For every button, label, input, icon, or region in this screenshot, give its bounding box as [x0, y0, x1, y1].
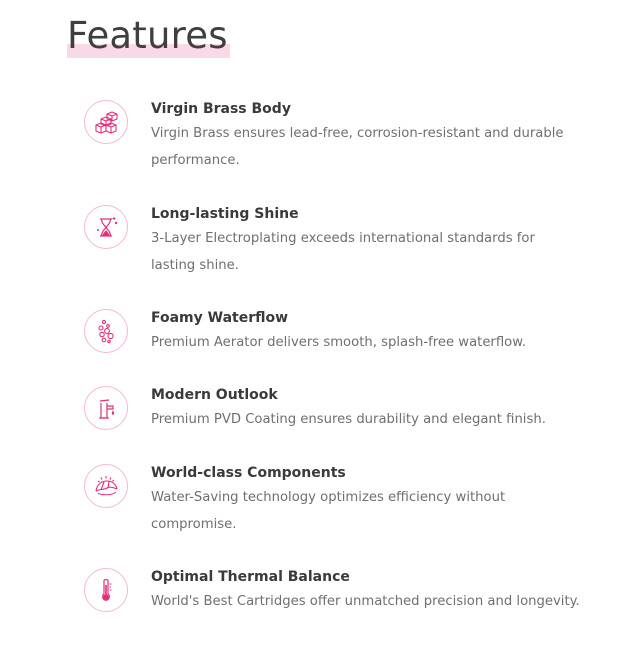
feature-description: World's Best Cartridges offer unmatched precision and longevity. [151, 594, 580, 609]
feature-title: Long-lasting Shine [151, 206, 299, 222]
bubbles-icon [84, 309, 128, 353]
feature-title: Foamy Waterflow [151, 310, 289, 326]
page-title: Features [67, 14, 228, 57]
feature-description: 3-Layer Electroplating exceeds international standards for lasting shine. [151, 231, 535, 273]
feature-description: Premium PVD Coating ensures durability and elegant finish. [151, 412, 546, 427]
feature-title: Optimal Thermal Balance [151, 569, 350, 585]
feature-description: Water-Saving technology optimizes efficiency without compromise. [151, 490, 506, 532]
brass-blocks-icon [84, 100, 128, 144]
feature-description: Premium Aerator delivers smooth, splash-free waterflow. [151, 335, 526, 350]
feature-title: Modern Outlook [151, 387, 278, 403]
features-heading [67, 14, 228, 58]
thermometer-icon [84, 568, 128, 612]
feature-title: Virgin Brass Body [151, 101, 291, 117]
umbrella-drops-icon [84, 464, 128, 508]
faucet-icon [84, 386, 128, 430]
feature-title: World-class Components [151, 465, 346, 481]
feature-description: Virgin Brass ensures lead-free, corrosion-resistant and durable performance. [151, 126, 564, 168]
hourglass-icon [84, 205, 128, 249]
